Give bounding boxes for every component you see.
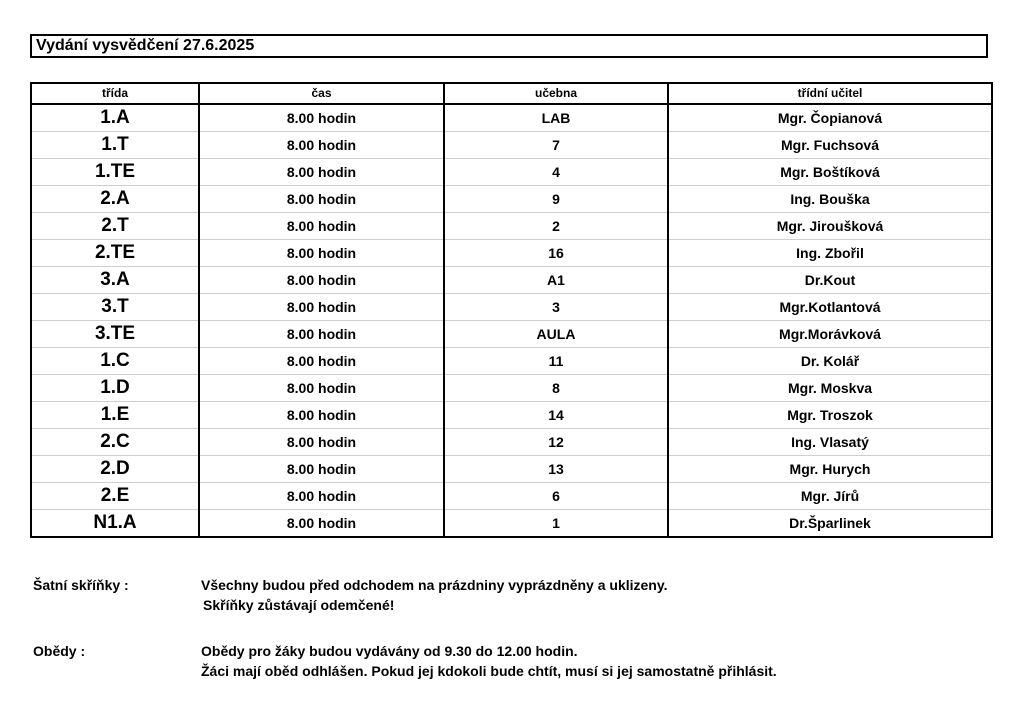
table-header-row [31,83,992,104]
note-line: Všechny budou před odchodem na prázdniny vyprázdněny a uklizeny. [201,577,668,593]
cell-time: 8.00 hodin [199,510,444,538]
cell-time: 8.00 hodin [199,159,444,186]
table-row [31,186,992,213]
cell-room: 8 [444,375,668,402]
table-row [31,240,992,267]
cell-class: 1.TE [31,159,199,186]
cell-teacher: Ing. Vlasatý [668,429,992,456]
page-title: Vydání vysvědčení 27.6.2025 [30,34,988,58]
cell-time: 8.00 hodin [199,348,444,375]
cell-time: 8.00 hodin [199,294,444,321]
table-row [31,213,992,240]
cell-class: 1.A [31,104,199,132]
cell-class: 2.D [31,456,199,483]
cell-room: 9 [444,186,668,213]
cell-time: 8.00 hodin [199,104,444,132]
table-row [31,104,992,132]
header-teacher: třídní učitel [668,83,992,104]
table-row [31,429,992,456]
cell-class: 3.A [31,267,199,294]
cell-room: 4 [444,159,668,186]
cell-teacher: Dr.Šparlinek [668,510,992,538]
note-line: Skříňky zůstávají odemčené! [203,597,395,613]
header-class: třída [31,83,199,104]
note-label: Šatní skříňky : [33,577,129,593]
cell-time: 8.00 hodin [199,429,444,456]
header-room: učebna [444,83,668,104]
cell-class: 2.A [31,186,199,213]
note-line: Obědy pro žáky budou vydávány od 9.30 do 12.00 hodin. [201,643,578,659]
cell-time: 8.00 hodin [199,321,444,348]
cell-room: A1 [444,267,668,294]
cell-teacher: Mgr. Čopianová [668,104,992,132]
cell-time: 8.00 hodin [199,132,444,159]
cell-teacher: Mgr. Fuchsová [668,132,992,159]
cell-room: 16 [444,240,668,267]
cell-teacher: Mgr.Kotlantová [668,294,992,321]
cell-time: 8.00 hodin [199,186,444,213]
cell-room: 13 [444,456,668,483]
cell-class: 2.T [31,213,199,240]
cell-teacher: Ing. Bouška [668,186,992,213]
cell-class: 1.E [31,402,199,429]
header-time: čas [199,83,444,104]
cell-room: 1 [444,510,668,538]
schedule-table [30,82,993,538]
table-row [31,348,992,375]
cell-room: 7 [444,132,668,159]
cell-class: 2.C [31,429,199,456]
cell-room: 11 [444,348,668,375]
cell-class: 1.C [31,348,199,375]
note-label: Obědy : [33,643,86,659]
cell-class: 3.TE [31,321,199,348]
cell-room: 12 [444,429,668,456]
table-row [31,321,992,348]
cell-class: 2.TE [31,240,199,267]
cell-time: 8.00 hodin [199,402,444,429]
cell-teacher: Mgr. Moskva [668,375,992,402]
cell-room: AULA [444,321,668,348]
table-row [31,132,992,159]
cell-time: 8.00 hodin [199,267,444,294]
cell-class: 2.E [31,483,199,510]
table-row [31,375,992,402]
table-row [31,294,992,321]
table-row [31,510,992,538]
cell-class: 1.T [31,132,199,159]
cell-class: N1.A [31,510,199,538]
table-row [31,483,992,510]
cell-time: 8.00 hodin [199,483,444,510]
cell-teacher: Mgr. Jiroušková [668,213,992,240]
cell-teacher: Mgr. Jírů [668,483,992,510]
cell-teacher: Ing. Zbořil [668,240,992,267]
cell-teacher: Dr.Kout [668,267,992,294]
cell-teacher: Mgr. Troszok [668,402,992,429]
cell-teacher: Mgr. Hurych [668,456,992,483]
cell-room: 2 [444,213,668,240]
cell-room: 6 [444,483,668,510]
cell-time: 8.00 hodin [199,240,444,267]
cell-teacher: Mgr. Boštíková [668,159,992,186]
table-row [31,456,992,483]
cell-room: 3 [444,294,668,321]
cell-room: LAB [444,104,668,132]
cell-time: 8.00 hodin [199,213,444,240]
table-row [31,402,992,429]
cell-class: 3.T [31,294,199,321]
cell-time: 8.00 hodin [199,456,444,483]
cell-teacher: Mgr.Morávková [668,321,992,348]
cell-time: 8.00 hodin [199,375,444,402]
note-line: Žáci mají oběd odhlášen. Pokud jej kdokoli bude chtít, musí si jej samostatně přihlásit. [201,663,777,679]
cell-teacher: Dr. Kolář [668,348,992,375]
table-row [31,267,992,294]
cell-room: 14 [444,402,668,429]
table-row [31,159,992,186]
cell-class: 1.D [31,375,199,402]
